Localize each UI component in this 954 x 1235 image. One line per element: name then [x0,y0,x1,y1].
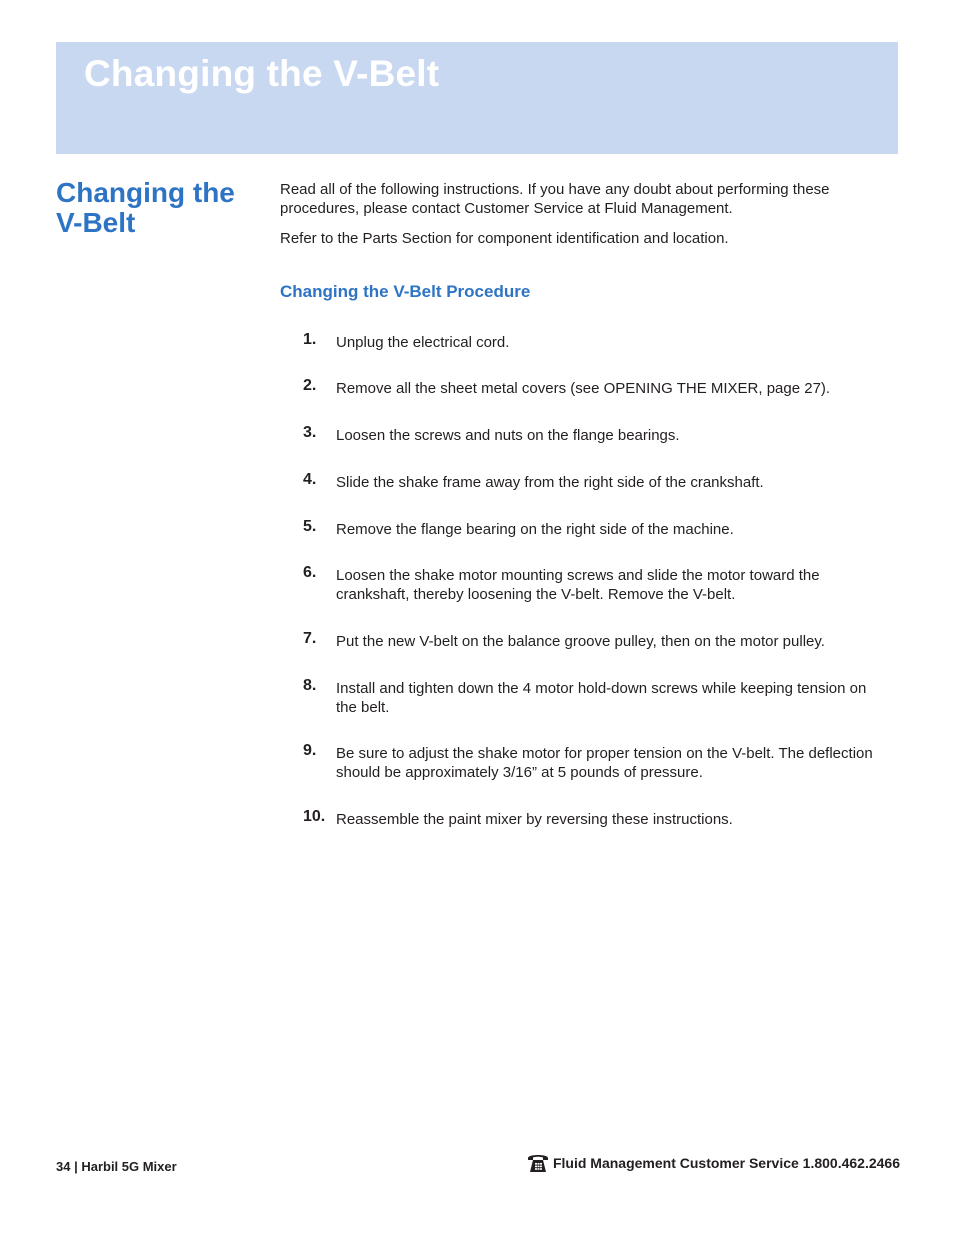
page-number-label: 34 | Harbil 5G Mixer [56,1159,177,1174]
step-text: Install and tighten down the 4 motor hold-down screws while keeping tension on the belt. [336,680,867,716]
section-heading: Changing the V-Belt [56,177,235,238]
page-title: Changing the V-Belt [84,53,440,94]
customer-service-text: Fluid Management Customer Service 1.800.462.2466 [552,1155,900,1171]
step-number: 7. [303,630,317,647]
step-number: 9. [303,742,317,759]
step-text: Put the new V-belt on the balance groove pulley, then on the motor pulley. [336,633,825,650]
step-number: 10. [303,808,326,825]
step-text: Reassemble the paint mixer by reversing these instructions. [336,811,733,828]
step-text: Unplug the electrical cord. [336,334,510,351]
intro-paragraph-2: Refer to the Parts Section for component identification and location. [280,230,729,247]
title-banner [56,42,898,154]
step-number: 5. [303,518,317,535]
step-number: 2. [303,377,317,394]
step-number: 6. [303,564,317,581]
step-number: 8. [303,677,317,694]
step-text: Be sure to adjust the shake motor for proper tension on the V-belt. The deflection should be approximately 3/16” at 5 pounds of pressure. [336,745,873,781]
step-text: Loosen the shake motor mounting screws and slide the motor toward the crankshaft, thereby loosening the V-belt. Remove the V-belt. [336,567,820,603]
step-text: Loosen the screws and nuts on the flange bearings. [336,427,680,444]
step-text: Remove all the sheet metal covers (see OPENING THE MIXER, page 27). [336,380,831,397]
customer-service-footer [526,1152,900,1174]
intro-paragraph-1: Read all of the following instructions. If you have any doubt about performing these procedures, please contact Customer Service at Fluid Management. [280,181,830,217]
step-number: 3. [303,424,317,441]
procedure-heading: Changing the V-Belt Procedure [280,282,531,301]
telephone-icon [526,1152,550,1174]
step-number: 4. [303,471,317,488]
step-text: Remove the flange bearing on the right side of the machine. [336,521,734,538]
step-number: 1. [303,331,317,348]
step-text: Slide the shake frame away from the right side of the crankshaft. [336,474,764,491]
